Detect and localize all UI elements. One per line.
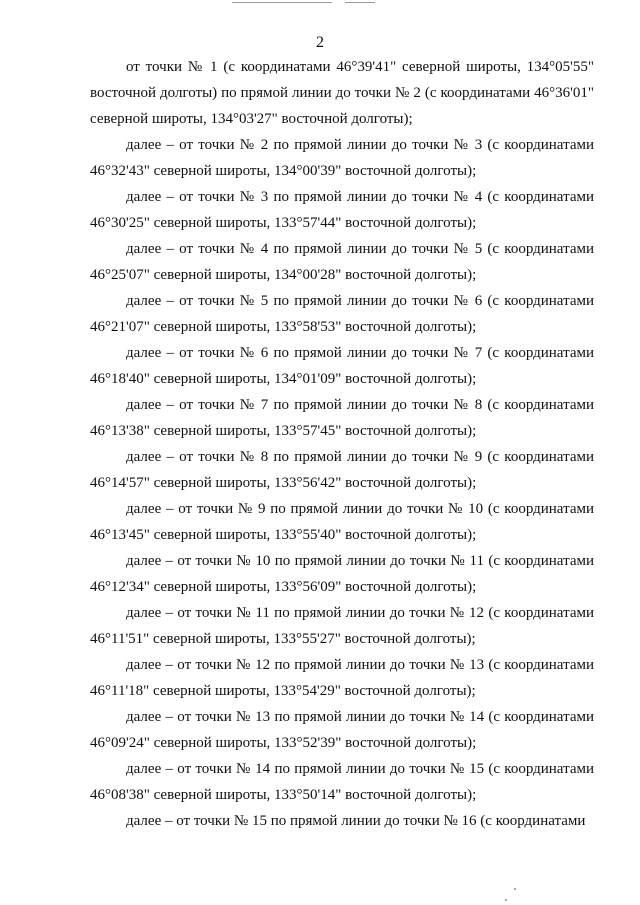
boundary-paragraph: далее – от точки № 5 по прямой линии до точки № 6 (с координатами 46°21'07" северной широты, 133°58'53" восточной долготы); — [90, 293, 594, 335]
boundary-paragraph: далее – от точки № 3 по прямой линии до точки № 4 (с координатами 46°30'25" северной широты, 133°57'44" восточной долготы); — [90, 189, 594, 231]
boundary-paragraph: далее – от точки № 4 по прямой линии до точки № 5 (с координатами 46°25'07" северной широты, 134°00'28" восточной долготы); — [90, 241, 594, 283]
boundary-paragraph: далее – от точки № 10 по прямой линии до точки № 11 (с координатами 46°12'34" северной широты, 133°56'09" восточной долготы); — [90, 553, 594, 595]
boundary-paragraph: далее – от точки № 7 по прямой линии до точки № 8 (с координатами 46°13'38" северной широты, 133°57'45" восточной долготы); — [90, 397, 594, 439]
boundary-paragraph: далее – от точки № 8 по прямой линии до точки № 9 (с координатами 46°14'57" северной широты, 133°56'42" восточной долготы); — [90, 449, 594, 491]
boundary-paragraph: далее – от точки № 9 по прямой линии до точки № 10 (с координатами 46°13'45" северной широты, 133°55'40" восточной долготы); — [90, 501, 594, 543]
scan-speck — [505, 899, 507, 901]
boundary-paragraph: далее – от точки № 14 по прямой линии до точки № 15 (с координатами 46°08'38" северной широты, 133°50'14" восточной долготы); — [90, 761, 594, 803]
boundary-paragraph: далее – от точки № 11 по прямой линии до точки № 12 (с координатами 46°11'51" северной широты, 133°55'27" восточной долготы); — [90, 605, 594, 647]
boundary-paragraph: далее – от точки № 6 по прямой линии до точки № 7 (с координатами 46°18'40" северной широты, 134°01'09" восточной долготы); — [90, 345, 594, 387]
scan-artifact-line — [232, 2, 332, 3]
document-body — [90, 54, 594, 834]
boundary-paragraph: от точки № 1 (с координатами 46°39'41" северной широты, 134°05'55" восточной долготы) по прямой линии до точки № 2 (с координатами 46°36'01" северной широты, 134°03'27" восточной долготы); — [90, 59, 594, 127]
boundary-paragraph: далее – от точки № 13 по прямой линии до точки № 14 (с координатами 46°09'24" северной широты, 133°52'39" восточной долготы); — [90, 709, 594, 751]
scan-speck — [514, 888, 516, 890]
page-number: 2 — [316, 34, 324, 51]
boundary-paragraph: далее – от точки № 15 по прямой линии до точки № 16 (с координатами — [126, 813, 586, 829]
scan-artifact-line — [345, 2, 375, 3]
boundary-paragraph: далее – от точки № 12 по прямой линии до точки № 13 (с координатами 46°11'18" северной широты, 133°54'29" восточной долготы); — [90, 657, 594, 699]
boundary-paragraph: далее – от точки № 2 по прямой линии до точки № 3 (с координатами 46°32'43" северной широты, 134°00'39" восточной долготы); — [90, 137, 594, 179]
